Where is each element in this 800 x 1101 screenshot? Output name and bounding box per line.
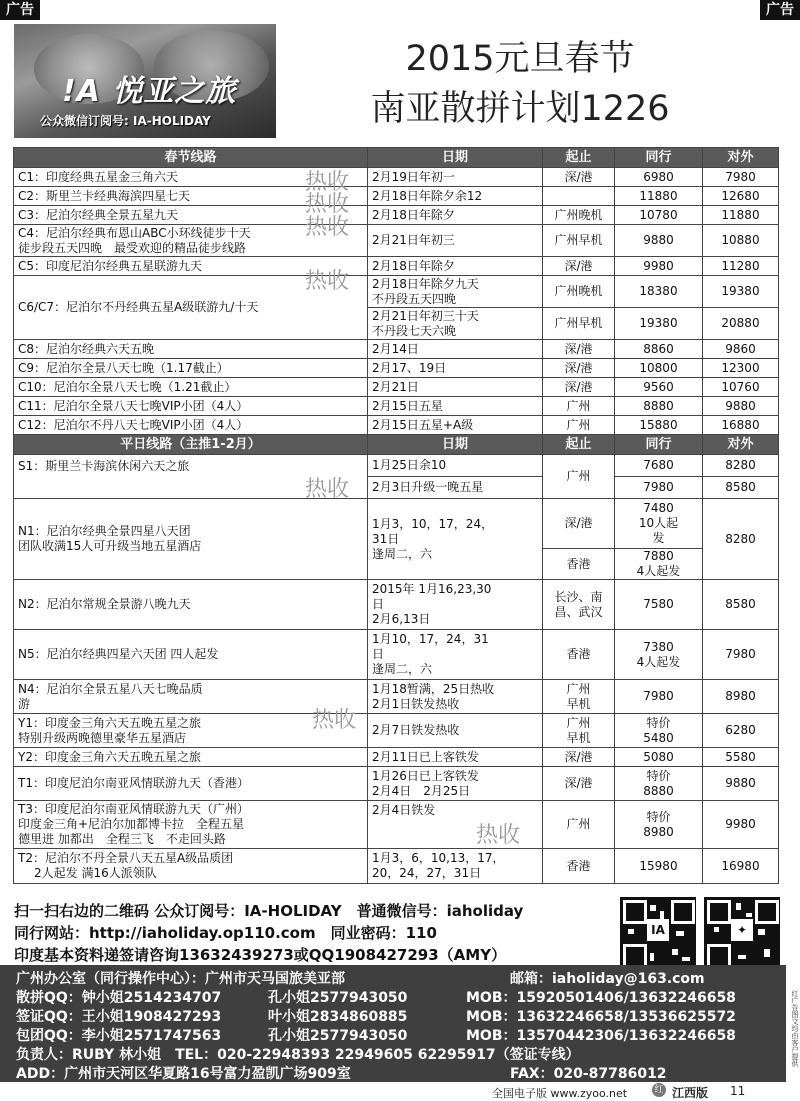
office-email: 邮箱：iaholiday@163.com xyxy=(510,971,705,987)
route-cell: C11：尼泊尔全景八天七晚VIP小团（4人） xyxy=(14,397,368,416)
header-cell: 起止 xyxy=(543,148,615,168)
city-cell: 深/港 xyxy=(543,748,615,767)
date-cell xyxy=(368,630,543,680)
city-cell xyxy=(543,187,615,206)
logo-name: !A 悦亚之旅 xyxy=(62,74,237,109)
date-cell: 1月25日余10 xyxy=(368,455,543,477)
manager-contact: 负责人：RUBY 林小姐 TEL：020-22948393 22949605 62295917（签证专线） xyxy=(16,1047,580,1063)
header-cell: 日期 xyxy=(368,435,543,455)
ad-label-left: 广告 xyxy=(0,0,40,20)
price-line: 4人起发 xyxy=(636,654,681,669)
hot-stamp: 热收 xyxy=(476,823,521,848)
peer-price-cell: 15980 xyxy=(615,849,703,884)
visa-mobile: MOB：13632246658/13536625572 xyxy=(466,1009,736,1025)
footer-line: 扫一扫右边的二维码 公众订阅号：IA-HOLIDAY 普通微信号：iaholiday xyxy=(14,902,524,920)
route-cell: C2：斯里兰卡经典海滨四星七天 xyxy=(14,187,368,206)
route-cell: C8：尼泊尔经典六天五晚 xyxy=(14,340,368,359)
qr-code-personal xyxy=(704,897,780,969)
date-cell: 2月19日年初一 xyxy=(368,168,543,187)
city-line: 长沙、南 xyxy=(554,589,603,604)
hot-stamp: 热收 xyxy=(312,708,357,733)
visa-qq: 签证QQ：王小姐1908427293 xyxy=(16,1009,222,1025)
peer-price-cell: 15880 xyxy=(615,416,703,435)
price-line: 发 xyxy=(652,531,665,545)
retail-price-cell: 10880 xyxy=(703,225,779,257)
peer-price-cell: 19380 xyxy=(615,308,703,340)
date-cell: 2月4日铁发 xyxy=(368,801,543,849)
qr-code-official xyxy=(620,897,696,969)
header-cell: 春节线路 xyxy=(14,148,368,168)
city-cell xyxy=(543,580,615,630)
route-cell xyxy=(14,849,368,884)
title-line-2: 南亚散拼计划1226 xyxy=(370,89,670,129)
retail-price-cell: 10760 xyxy=(703,378,779,397)
retail-price-cell: 8580 xyxy=(703,580,779,630)
date-cell: 2月18日年除夕 xyxy=(368,257,543,276)
retail-price-cell: 5580 xyxy=(703,748,779,767)
city-line: 广州 xyxy=(566,681,591,696)
route-line: C4：尼泊尔经典布恩山ABC小环线徒步十天 xyxy=(18,225,251,240)
route-line: 特别升级两晚德里豪华五星酒店 xyxy=(18,730,187,745)
hot-stamp: 热收 xyxy=(305,170,350,195)
peer-price-cell: 7680 xyxy=(615,455,703,477)
fax-number: FAX：020-87786012 xyxy=(510,1066,667,1082)
date-line: 2月6,13日 xyxy=(372,612,431,626)
date-cell xyxy=(368,499,543,580)
retail-price-cell: 9980 xyxy=(703,801,779,849)
header-cell: 同行 xyxy=(615,435,703,455)
route-cell: T1：印度尼泊尔南亚风情联游九天（香港） xyxy=(14,767,368,801)
retail-price-cell: 9860 xyxy=(703,340,779,359)
hot-stamp: 热收 xyxy=(305,269,350,294)
table-row xyxy=(14,225,779,257)
route-cell: N2：尼泊尔常规全景游八晚九天 xyxy=(14,580,368,630)
peer-price-cell: 8880 xyxy=(615,397,703,416)
city-cell: 广州早机 xyxy=(543,225,615,257)
table-row xyxy=(14,206,779,225)
route-cell: C1：印度经典五星金三角六天 xyxy=(14,168,368,187)
city-cell: 深/港 xyxy=(543,257,615,276)
city-cell: 广州 xyxy=(543,801,615,849)
price-line: 4人起发 xyxy=(636,564,681,578)
date-cell: 2月18日年除夕 xyxy=(368,206,543,225)
date-cell xyxy=(368,580,543,630)
retail-price-cell: 9880 xyxy=(703,397,779,416)
table-row xyxy=(14,630,779,680)
logo-subtitle: 公众微信订阅号: IA-HOLIDAY xyxy=(40,114,211,128)
logo-banner xyxy=(14,24,276,138)
retail-price-cell: 20880 xyxy=(703,308,779,340)
date-cell xyxy=(368,680,543,714)
table-row xyxy=(14,397,779,416)
hot-stamp: 热收 xyxy=(305,477,350,502)
retail-price-cell: 9880 xyxy=(703,767,779,801)
date-cell xyxy=(368,308,543,340)
date-line: 1月3，6，10,13，17， xyxy=(372,851,505,865)
route-line: T2：尼泊尔不丹全景八天五星A级品质团 xyxy=(18,851,234,865)
date-cell: 2月14日 xyxy=(368,340,543,359)
peer-price-cell xyxy=(615,714,703,748)
route-line: 印度金三角+尼泊尔加都博卡拉 全程五星 xyxy=(18,817,245,831)
company-address: ADD：广州市天河区华夏路16号富力盈凯广场909室 xyxy=(16,1066,351,1082)
date-line: 逢周二，六 xyxy=(372,546,433,561)
qr-logo: ✦ xyxy=(731,919,753,941)
date-line: 1月18暂满，25日热收 xyxy=(372,681,495,696)
peer-price-cell: 18380 xyxy=(615,276,703,308)
retail-price-cell: 8580 xyxy=(703,477,779,499)
header-cell: 同行 xyxy=(615,148,703,168)
peer-price-cell: 10800 xyxy=(615,359,703,378)
retail-price-cell: 8280 xyxy=(703,455,779,477)
date-cell: 2月15日五星+A级 xyxy=(368,416,543,435)
route-cell xyxy=(14,499,368,580)
date-cell: 2月15日五星 xyxy=(368,397,543,416)
route-line: N4：尼泊尔全景五星八天七晚品质 xyxy=(18,681,203,696)
date-cell: 2月7日铁发热收 xyxy=(368,714,543,748)
header-cell: 起止 xyxy=(543,435,615,455)
price-line: 8880 xyxy=(643,783,674,798)
qr-logo: IA xyxy=(647,919,669,941)
table-row xyxy=(14,580,779,630)
peer-price-cell: 9560 xyxy=(615,378,703,397)
route-line: 德里进 加都出 全程三飞 不走回头路 xyxy=(18,832,226,846)
office-contact-panel xyxy=(0,965,786,1082)
footer-badge: 红 xyxy=(652,1083,666,1097)
price-line: 特价 xyxy=(646,768,671,783)
footer-edition: 江西版 xyxy=(672,1086,709,1100)
peer-price-cell: 9980 xyxy=(615,257,703,276)
retail-price-cell: 12680 xyxy=(703,187,779,206)
date-line: 不丹段七天六晚 xyxy=(372,323,457,338)
city-cell: 广州晚机 xyxy=(543,276,615,308)
city-line: 广州 xyxy=(566,715,591,730)
route-cell: C5：印度尼泊尔经典五星联游九天 xyxy=(14,257,368,276)
date-cell: 2月18日年除夕余12 xyxy=(368,187,543,206)
charter-mobile: MOB：13570442306/13632246658 xyxy=(466,1028,736,1044)
route-cell: C6/C7：尼泊尔不丹经典五星A级联游九/十天 xyxy=(14,276,368,340)
city-cell: 深/港 xyxy=(543,168,615,187)
hot-stamp: 热收 xyxy=(305,192,350,217)
price-line: 7880 xyxy=(643,549,674,563)
route-cell: C12：尼泊尔不丹八天七晚VIP小团（4人） xyxy=(14,416,368,435)
retail-price-cell: 6280 xyxy=(703,714,779,748)
city-line: 早机 xyxy=(566,696,591,711)
city-cell xyxy=(543,680,615,714)
peer-price-cell xyxy=(615,767,703,801)
route-cell xyxy=(14,801,368,849)
ad-label-right: 广告 xyxy=(760,0,800,20)
peer-price-cell xyxy=(615,549,703,580)
group-qq-2: 孔小姐2577943050 xyxy=(268,990,408,1006)
footer-site: 全国电子版 www.zyoo.net xyxy=(492,1087,628,1100)
table-row xyxy=(14,257,779,276)
peer-price-cell xyxy=(615,499,703,549)
route-line: 2人起发 满16人派领队 xyxy=(34,866,157,880)
retail-price-cell: 19380 xyxy=(703,276,779,308)
retail-price-cell: 8280 xyxy=(703,499,779,580)
peer-price-cell: 6980 xyxy=(615,168,703,187)
city-cell: 广州晚机 xyxy=(543,206,615,225)
date-line: 1月26日已上客铁发 xyxy=(372,768,479,783)
table-row xyxy=(14,767,779,801)
retail-price-cell: 12300 xyxy=(703,359,779,378)
route-line: N1：尼泊尔经典全景四星八天团 xyxy=(18,524,191,538)
peer-price-cell: 9880 xyxy=(615,225,703,257)
table-row xyxy=(14,455,779,477)
city-line: 早机 xyxy=(566,730,591,745)
city-cell: 香港 xyxy=(543,630,615,680)
page-title xyxy=(300,34,740,134)
route-cell: C3：尼泊尔经典全景五星九天 xyxy=(14,206,368,225)
date-line: 2月1日铁发热收 xyxy=(372,696,460,711)
date-cell: 2月11日已上客铁发 xyxy=(368,748,543,767)
table-row xyxy=(14,187,779,206)
retail-price-cell: 11880 xyxy=(703,206,779,225)
city-cell: 香港 xyxy=(543,849,615,884)
date-line: 1月3，10，17，24， xyxy=(372,516,494,531)
office-address: 广州办公室（同行操作中心）：广州市天马国旅美亚部 xyxy=(16,971,345,987)
city-cell: 深/港 xyxy=(543,378,615,397)
date-line: 2月4日 2月25日 xyxy=(372,783,471,798)
peer-price-cell: 11880 xyxy=(615,187,703,206)
city-cell: 广州 xyxy=(543,455,615,499)
retail-price-cell: 11280 xyxy=(703,257,779,276)
group-qq: 散拼QQ：钟小姐2514234707 xyxy=(16,990,222,1006)
route-cell: S1：斯里兰卡海滨休闲六天之旅 xyxy=(14,455,368,499)
footer-line: 同行网站：http://iaholiday.op110.com 同业密码：110 xyxy=(14,924,437,942)
retail-price-cell: 16980 xyxy=(703,849,779,884)
group-mobile: MOB：15920501406/13632246658 xyxy=(466,990,736,1006)
retail-price-cell: 16880 xyxy=(703,416,779,435)
date-cell: 2月17、19日 xyxy=(368,359,543,378)
table-row xyxy=(14,168,779,187)
city-cell: 广州早机 xyxy=(543,308,615,340)
city-cell xyxy=(543,714,615,748)
date-line: 20，24，27，31日 xyxy=(372,866,482,880)
price-line: 特价 xyxy=(646,715,671,730)
page-footer xyxy=(0,1083,800,1100)
city-cell: 深/港 xyxy=(543,340,615,359)
date-line: 日 xyxy=(372,597,385,611)
route-line: 徒步段五天四晚 最受欢迎的精品徒步线路 xyxy=(18,240,247,255)
date-cell xyxy=(368,276,543,308)
date-line: 逢周二，六 xyxy=(372,662,433,676)
table-row xyxy=(14,748,779,767)
retail-price-cell: 7980 xyxy=(703,630,779,680)
peer-price-cell: 8860 xyxy=(615,340,703,359)
route-line: 团队收满15人可升级当地五星酒店 xyxy=(18,539,202,553)
hot-stamp: 热收 xyxy=(305,215,350,240)
visa-qq-2: 叶小姐2834860885 xyxy=(268,1009,408,1025)
charter-qq: 包团QQ：李小姐2571747563 xyxy=(16,1028,222,1044)
table-row xyxy=(14,680,779,714)
side-note: 红广告图文均由客户提供 xyxy=(791,990,799,1067)
city-cell: 香港 xyxy=(543,549,615,580)
table-row xyxy=(14,378,779,397)
table-row xyxy=(14,499,779,549)
date-line: 31日 xyxy=(372,531,400,546)
retail-price-cell: 8980 xyxy=(703,680,779,714)
header-cell: 平日线路（主推1-2月） xyxy=(14,435,368,455)
title-line-1: 2015元旦春节 xyxy=(405,39,635,79)
date-line: 2月18日年除夕九天 xyxy=(372,276,479,291)
price-line: 10人起 xyxy=(638,516,679,530)
peer-price-cell: 5080 xyxy=(615,748,703,767)
table-row xyxy=(14,849,779,884)
price-line: 特价 xyxy=(646,809,671,824)
table-row xyxy=(14,801,779,849)
date-cell: 2月3日升级一晚五星 xyxy=(368,477,543,499)
header-cell: 对外 xyxy=(703,148,779,168)
peer-price-cell xyxy=(615,630,703,680)
date-cell: 2月21日 xyxy=(368,378,543,397)
peer-price-cell xyxy=(615,801,703,849)
table-row xyxy=(14,416,779,435)
route-cell: Y2：印度金三角六天五晚五星之旅 xyxy=(14,748,368,767)
date-line: 2月21日年初三十天 xyxy=(372,308,479,323)
route-cell: N5：尼泊尔经典四星六天团 四人起发 xyxy=(14,630,368,680)
page-number: 11 xyxy=(730,1084,746,1098)
tour-table xyxy=(13,147,779,884)
city-cell: 深/港 xyxy=(543,359,615,378)
peer-price-cell: 7580 xyxy=(615,580,703,630)
price-line: 8980 xyxy=(643,824,674,839)
table-header-row xyxy=(14,148,779,168)
charter-qq-2: 孔小姐2577943050 xyxy=(268,1028,408,1044)
price-line: 5480 xyxy=(643,730,674,745)
city-cell: 广州 xyxy=(543,416,615,435)
price-line: 7380 xyxy=(643,639,674,654)
route-line: Y1：印度金三角六天五晚五星之旅 xyxy=(18,715,201,730)
price-line: 7480 xyxy=(643,501,674,515)
date-line: 1月10，17，24，31 xyxy=(372,632,489,646)
city-line: 昌、武汉 xyxy=(554,604,603,619)
route-cell: C10：尼泊尔全景八天七晚（1.21截止） xyxy=(14,378,368,397)
date-line: 2015年 1月16,23,30 xyxy=(372,582,492,596)
peer-price-cell: 7980 xyxy=(615,680,703,714)
date-cell xyxy=(368,849,543,884)
header-cell: 日期 xyxy=(368,148,543,168)
city-cell: 深/港 xyxy=(543,767,615,801)
table-row xyxy=(14,714,779,748)
footer-line: 印度基本资料递签请咨询13632439273或QQ1908427293（AMY） xyxy=(14,946,507,964)
retail-price-cell: 7980 xyxy=(703,168,779,187)
table-header-row xyxy=(14,435,779,455)
city-cell: 广州 xyxy=(543,397,615,416)
contact-info xyxy=(14,900,614,966)
date-line: 不丹段五天四晚 xyxy=(372,291,457,306)
route-line: T3：印度尼泊尔南亚风情联游九天（广州） xyxy=(18,802,249,816)
table-row xyxy=(14,359,779,378)
route-cell: C9：尼泊尔全景八天七晚（1.17截止） xyxy=(14,359,368,378)
table-row xyxy=(14,340,779,359)
date-cell xyxy=(368,767,543,801)
peer-price-cell: 10780 xyxy=(615,206,703,225)
header-cell: 对外 xyxy=(703,435,779,455)
table-row xyxy=(14,276,779,308)
date-cell: 2月21日年初三 xyxy=(368,225,543,257)
route-line: 游 xyxy=(18,696,31,711)
city-cell: 深/港 xyxy=(543,499,615,549)
date-line: 日 xyxy=(372,647,385,661)
peer-price-cell: 7980 xyxy=(615,477,703,499)
